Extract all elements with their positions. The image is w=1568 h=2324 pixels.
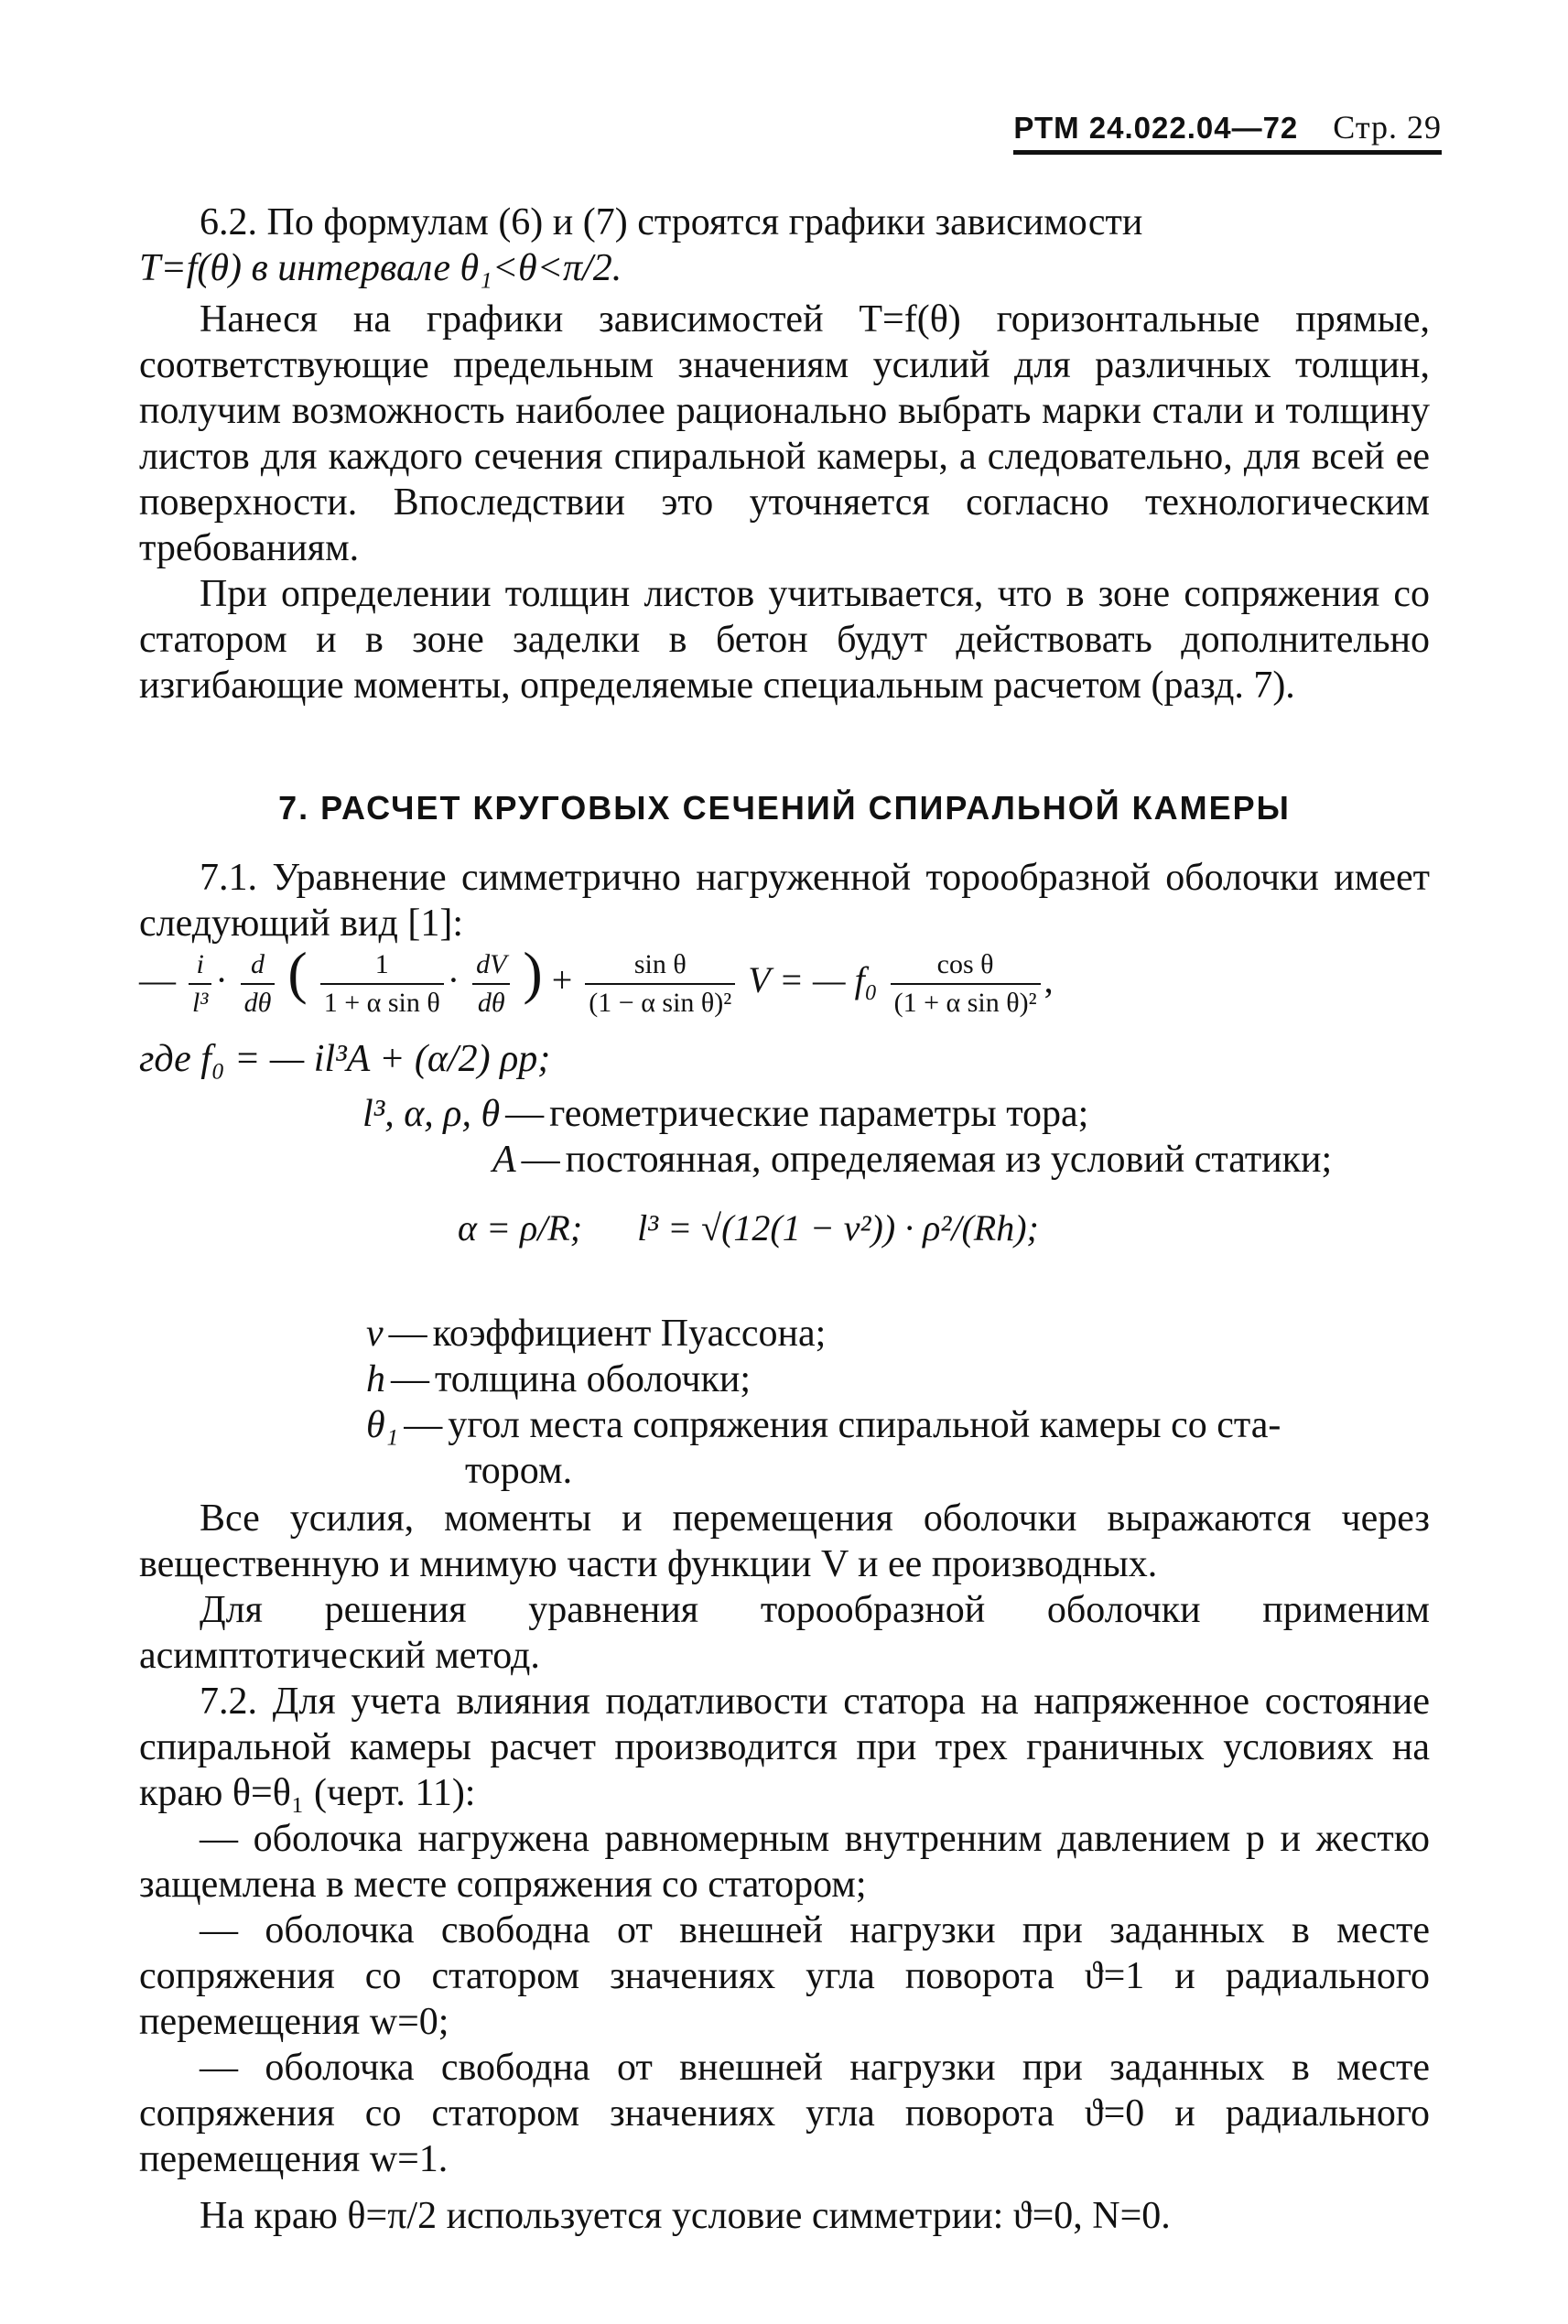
paragraph-7-2: 7.2. Для учета влияния податливости статора на напряженное состояние спиральной камеры расчет производится при трех граничных условиях на краю θ=θ₁ (черт. 11): [139, 1681, 1430, 1814]
eq-lead-minus: — [139, 959, 176, 1000]
condition-2: — оболочка свободна от внешней нагрузки при заданных в месте сопряжения со статором значениях угла поворота ϑ=1 и радиального перемещения w=0; [139, 1909, 1430, 2043]
definition-row: h — толщина оболочки; [366, 1358, 752, 1400]
definition-row: l³, α, ρ, θ — геометрические параметры тора; [362, 1093, 1089, 1135]
page-header [1013, 108, 1442, 155]
standard-number: РТМ 24.022.04—72 [1013, 111, 1299, 145]
eq-fraction-one-over: $\frac{1}{\text{1 + α sin θ}}$ [320, 946, 444, 1021]
definitions-1 [139, 1091, 1430, 1183]
paragraph-asymptotic: Для решения уравнения торообразной оболочки применим асимптотический метод. [139, 1589, 1430, 1677]
definition-continuation: тором. [465, 1450, 573, 1492]
eq-where: где f₀ = — il³A + (α/2) ρp; [139, 1038, 551, 1080]
paragraph-symmetry: На краю θ=π/2 используется условие симметрии: ϑ=0, N=0. [200, 2195, 1171, 2237]
paragraph-7-1: 7.1. Уравнение симметрично нагруженной торообразной оболочки имеет следующий вид [1]: [139, 857, 1430, 945]
eq-fraction-d-dtheta: $\frac{d}{d\theta}$ [241, 946, 276, 1021]
paragraph-thickness: При определении толщин листов учитывается, что в зоне сопряжения со статором и в зоне заделки в бетон будут действовать дополнительно изгибающие моменты, определяемые специальным расчетом (разд. 7). [139, 573, 1430, 707]
definition-row: θ₁ — угол места сопряжения спиральной камеры со ста- [366, 1404, 1281, 1446]
eq-fraction-i-l3: $\frac{i}{\text{l³}}$ [189, 946, 211, 1021]
eq-alpha: α = ρ/R; [458, 1207, 583, 1248]
main-equation: — $\frac{i}{\text{l³}}$ · $\frac{d}{d\theta}$ ( $\frac{1}{\text{1 + α sin θ}}$ · $\frac{dV}{d\theta}$ ) + $\frac{\text{sin θ}}{\text{(1 − α sin θ)²}}$ V = — f₀ $\frac{\text{cos θ}}{\text{(1 + α sin θ)²}}$ , [139, 939, 1430, 1021]
paragraph-6-2-line1: 6.2. По формулам (6) и (7) строятся графики зависимости [200, 201, 1143, 243]
eq-fraction-cos: $\frac{\text{cos θ}}{\text{(1 + α sin θ)²}}$ [891, 946, 1041, 1021]
eq-fraction-sin: $\frac{\text{sin θ}}{\text{(1 − α sin θ)²}}$ [585, 946, 735, 1021]
section-7-body [139, 1496, 1430, 2239]
condition-3: — оболочка свободна от внешней нагрузки при заданных в месте сопряжения со статором значениях угла поворота ϑ=0 и радиального перемещения w=1. [139, 2047, 1430, 2180]
paragraph-6-2-line2: T=f(θ) в интервале θ₁<θ<π/2. [139, 247, 622, 289]
eq-l3: l³ = √(12(1 − ν²)) · ρ²/(Rh); [637, 1207, 1039, 1248]
paragraph-graphs: Нанеся на графики зависимостей T=f(θ) горизонтальные прямые, соответствующие предельным значениям усилий для различных толщин, получим возможность наиболее рационально выбрать марки стали и толщину листов для каждого сечения спиральной камеры, а следовательно, для всей ее поверхности. Впоследствии это уточняется согласно технологическим требованиям. [139, 298, 1430, 569]
definition-row: A — постоянная, определяемая из условий статики; [492, 1139, 1333, 1181]
definitions-2 [366, 1311, 1428, 1494]
eq-alpha-l3 [458, 1206, 1281, 1249]
section-6-2 [139, 200, 1430, 708]
eq-plus: + [551, 959, 573, 1000]
eq-rhs: V = — f₀ [748, 959, 878, 1000]
section-7-1 [139, 855, 1430, 946]
definition-row: ν — коэффициент Пуассона; [366, 1313, 827, 1355]
condition-1: — оболочка нагружена равномерным внутренним давлением p и жестко защемлена в месте сопряжения со статором; [139, 1818, 1430, 1906]
page-number: Стр. 29 [1333, 109, 1442, 146]
eq-fraction-dv-dtheta: $\frac{dV}{d\theta}$ [472, 946, 510, 1021]
section-7-title: 7. РАСЧЕТ КРУГОВЫХ СЕЧЕНИЙ СПИРАЛЬНОЙ КАМЕРЫ [278, 789, 1291, 827]
paragraph-all-forces: Все усилия, моменты и перемещения оболочки выражаются через вещественную и мнимую части функции V и ее производных. [139, 1497, 1430, 1585]
